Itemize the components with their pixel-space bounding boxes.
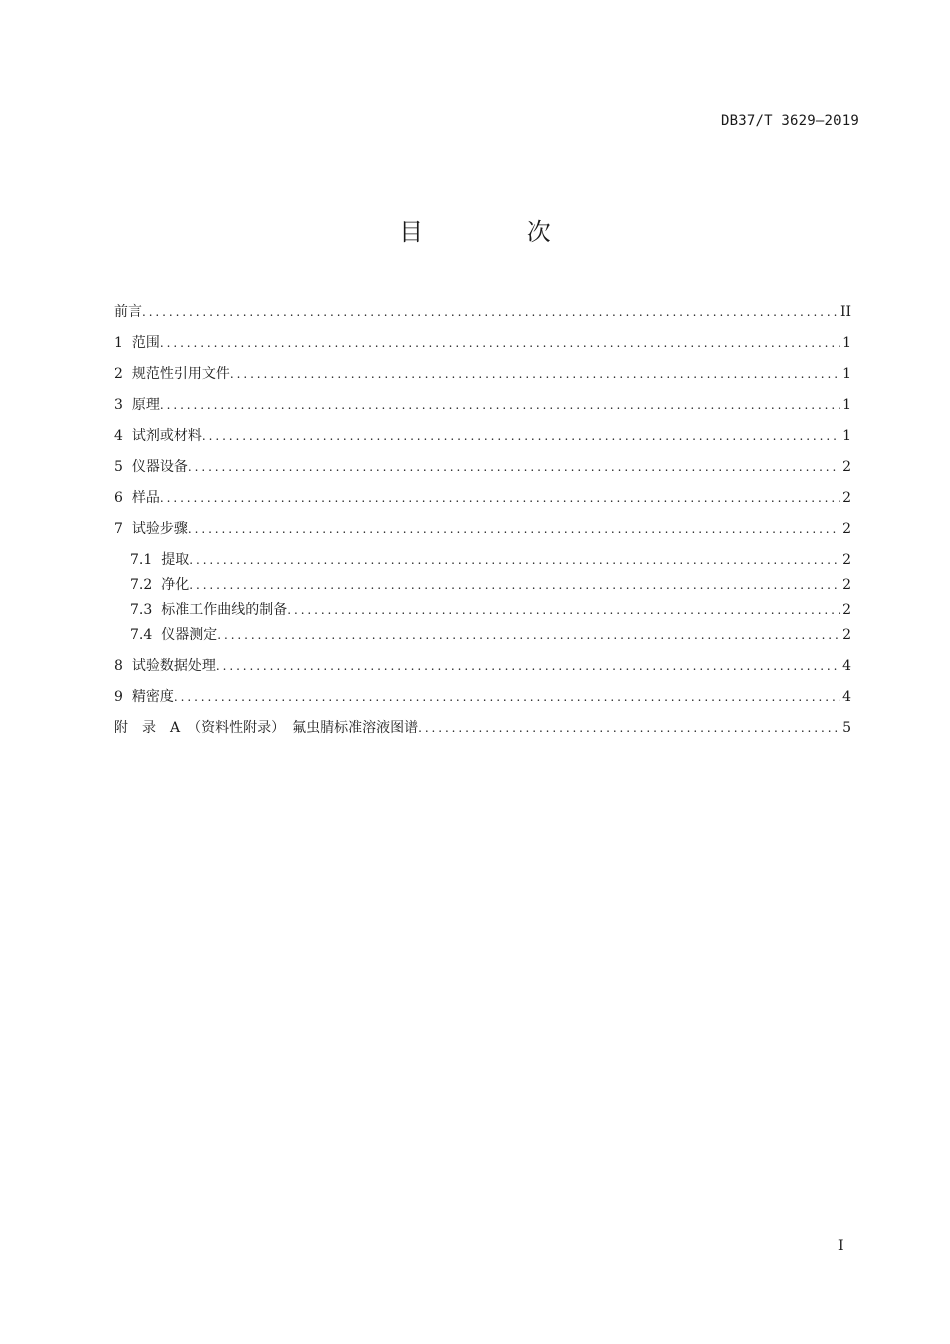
toc-entry-number: 6	[114, 490, 123, 506]
toc-entry-label: 附 录 A （资料性附录） 氟虫腈标准溶液图谱	[114, 720, 419, 736]
dot-leader	[217, 625, 840, 645]
toc-entry-measurement[interactable]	[114, 625, 851, 650]
toc-entry-appendix-a[interactable]	[114, 718, 851, 749]
page-number: I	[838, 1238, 844, 1254]
dot-leader	[230, 364, 840, 384]
toc-entry-label: 7.4 仪器测定	[130, 627, 218, 643]
toc-entry-samples[interactable]	[114, 488, 851, 519]
toc-entry-label: 7.3 标准工作曲线的制备	[130, 602, 288, 618]
dot-leader	[202, 426, 840, 446]
toc-page-number: 2	[842, 552, 851, 568]
toc-page-number: 1	[842, 397, 851, 413]
toc-entry-number: 7	[114, 521, 123, 537]
toc-entry-number: 1	[114, 335, 123, 351]
toc-entry-procedure[interactable]	[114, 519, 851, 550]
toc-entry-principle[interactable]	[114, 395, 851, 426]
toc-entry-purification[interactable]	[114, 575, 851, 600]
toc-page-number: 4	[842, 689, 851, 705]
toc-page-number: 4	[842, 658, 851, 674]
toc-entry-precision[interactable]	[114, 687, 851, 718]
toc-page-number: 1	[842, 335, 851, 351]
document-code: DB37/T 3629—2019	[720, 113, 859, 129]
toc-entry-label: 6 样品	[114, 490, 160, 506]
toc-entry-label: 前言	[114, 304, 142, 320]
dot-leader	[188, 519, 840, 539]
toc-entry-label: 4 试剂或材料	[114, 428, 202, 444]
toc-entry-number: 4	[114, 428, 123, 444]
toc-entry-number: 8	[114, 658, 123, 674]
dot-leader	[287, 600, 840, 620]
toc-entry-data-processing[interactable]	[114, 656, 851, 687]
dot-leader	[142, 302, 838, 322]
toc-entry-number: 9	[114, 689, 123, 705]
toc-page-number: 5	[842, 720, 851, 736]
toc-entry-label: 3 原理	[114, 397, 160, 413]
toc-entry-reagents[interactable]	[114, 426, 851, 457]
toc-page-number: 2	[842, 459, 851, 475]
toc-entry-foreword[interactable]	[114, 302, 851, 333]
dot-leader	[174, 687, 840, 707]
toc-entry-standard-curve[interactable]	[114, 600, 851, 625]
toc-entry-label: 2 规范性引用文件	[114, 366, 230, 382]
toc-page-number: 2	[842, 490, 851, 506]
dot-leader	[418, 718, 840, 738]
dot-leader	[189, 550, 840, 570]
toc-entry-scope[interactable]	[114, 333, 851, 364]
toc-entry-label: 1 范围	[114, 335, 160, 351]
toc-entry-label: 8 试验数据处理	[114, 658, 216, 674]
toc-entry-extraction[interactable]	[114, 550, 851, 575]
toc-entry-number: 5	[114, 459, 123, 475]
toc-entry-label: 5 仪器设备	[114, 459, 188, 475]
toc-entry-normative-references[interactable]	[114, 364, 851, 395]
dot-leader	[216, 656, 840, 676]
toc-page-number: II	[839, 304, 851, 320]
toc-page-number: 1	[842, 428, 851, 444]
page-title: 目 次	[399, 218, 599, 246]
toc-page-number: 1	[842, 366, 851, 382]
dot-leader	[189, 575, 840, 595]
toc-entry-label: 7 试验步骤	[114, 521, 188, 537]
toc-entry-number: 7.3	[130, 602, 153, 618]
table-of-contents	[114, 302, 851, 749]
toc-page-number: 2	[842, 602, 851, 618]
dot-leader	[160, 333, 840, 353]
toc-entry-apparatus[interactable]	[114, 457, 851, 488]
dot-leader	[188, 457, 840, 477]
toc-entry-number: 7.4	[130, 627, 153, 643]
toc-entry-number: 3	[114, 397, 123, 413]
toc-entry-number: 7.2	[130, 577, 153, 593]
toc-page-number: 2	[842, 577, 851, 593]
toc-entry-label: 9 精密度	[114, 689, 174, 705]
dot-leader	[160, 395, 840, 415]
toc-entry-label: 7.1 提取	[130, 552, 190, 568]
toc-entry-label: 7.2 净化	[130, 577, 190, 593]
toc-page-number: 2	[842, 521, 851, 537]
dot-leader	[160, 488, 840, 508]
toc-page-number: 2	[842, 627, 851, 643]
toc-entry-number: 7.1	[130, 552, 153, 568]
toc-entry-number: 2	[114, 366, 123, 382]
